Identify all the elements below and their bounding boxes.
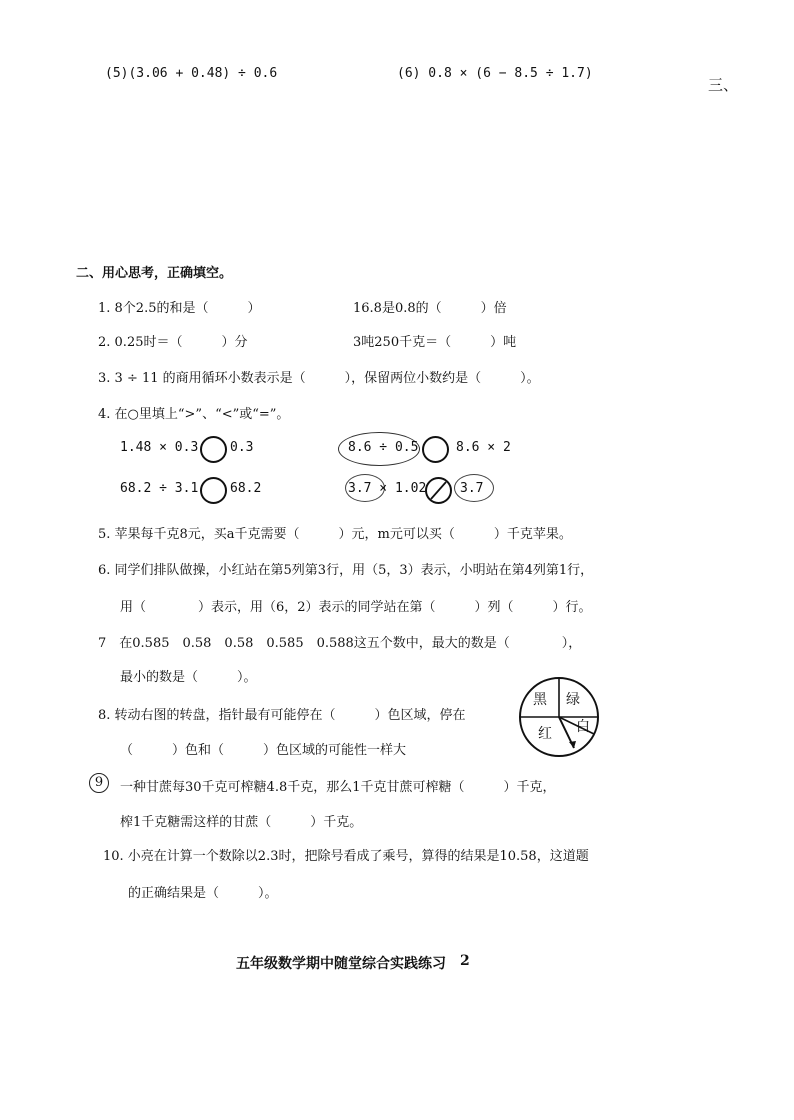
spinner-diagram — [518, 676, 600, 758]
compare-b-right: 8.6 × 2 — [456, 440, 511, 455]
section-2-title: 二、用心思考，正确填空。 — [76, 266, 233, 281]
question-6-line-2: 用（ ）表示，用（6，2）表示的同学站在第（ ）列（ ）行。 — [120, 600, 592, 615]
compare-a-left: 1.48 × 0.3 — [120, 440, 199, 455]
question-10-line-2: 的正确结果是（ ）。 — [128, 886, 278, 901]
question-10-line-1: 10. 小亮在计算一个数除以2.3时，把除号看成了乘号，算得的结果是10.58，这道题 — [103, 849, 589, 864]
spinner-label-green: 绿 — [566, 692, 580, 708]
compare-b-left: 8.6 ÷ 0.5 — [348, 440, 419, 455]
question-9-line-2: 榨1千克糖需这样的甘蔗（ ）千克。 — [120, 815, 363, 830]
spinner-label-red: 红 — [538, 726, 552, 742]
question-8-line-2: （ ）色和（ ）色区域的可能性一样大 — [120, 743, 407, 758]
question-1b: 16.8是0.8的（ ）倍 — [353, 301, 507, 316]
question-9-line-1: 一种甘蔗每30千克可榨糖4.8千克，那么1千克甘蔗可榨糖（ ）千克， — [120, 780, 556, 795]
question-5: 5. 苹果每千克8元，买a千克需要（ ）元，m元可以买（ ）千克苹果。 — [98, 527, 572, 542]
spinner-label-white: 白 — [576, 719, 590, 735]
question-2a: 2. 0.25时＝（ ）分 — [98, 335, 248, 350]
calc-problem-5: (5)(3.06 + 0.48) ÷ 0.6 — [105, 66, 278, 81]
question-7-line-2: 最小的数是（ ）。 — [120, 670, 257, 685]
question-1a: 1. 8个2.5的和是（ ） — [98, 301, 261, 316]
compare-c-right: 68.2 — [230, 481, 262, 496]
question-2b: 3吨250千克＝（ ）吨 — [353, 335, 517, 350]
calc-problem-6: (6) 0.8 × (6 − 8.5 ÷ 1.7) — [397, 66, 593, 81]
question-6-line-1: 6. 同学们排队做操，小红站在第5列第3行，用（5，3）表示，小明站在第4列第1行， — [98, 563, 594, 578]
spinner-label-black: 黑 — [533, 692, 547, 708]
page-number: 2 — [460, 953, 470, 969]
slash-mark-icon — [427, 479, 450, 502]
compare-circle-b[interactable] — [422, 436, 449, 463]
compare-a-right: 0.3 — [230, 440, 254, 455]
section-3-heading-stub: 三、 — [708, 76, 739, 94]
page-footer-title: 五年级数学期中随堂综合实践练习 — [236, 956, 446, 972]
compare-circle-a[interactable] — [200, 436, 227, 463]
compare-d-left: 3.7 × 1.02 — [348, 481, 427, 496]
question-9-number-badge: 9 — [89, 773, 109, 793]
compare-c-left: 68.2 ÷ 3.1 — [120, 481, 199, 496]
question-8-line-1: 8. 转动右图的转盘，指针最有可能停在（ ）色区域，停在 — [98, 708, 466, 723]
question-3: 3. 3 ÷ 11 的商用循环小数表示是（ ），保留两位小数约是（ ）。 — [98, 371, 540, 386]
compare-circle-c[interactable] — [200, 477, 227, 504]
question-7-line-1: 7 在0.585 0.58 0.58 0.585 0.588这五个数中，最大的数是（ ）， — [98, 636, 582, 651]
compare-d-right: 3.7 — [460, 481, 484, 496]
compare-circle-d[interactable] — [425, 477, 452, 504]
question-4: 4. 在○里填上“>”、“<”或“=”。 — [98, 407, 290, 422]
